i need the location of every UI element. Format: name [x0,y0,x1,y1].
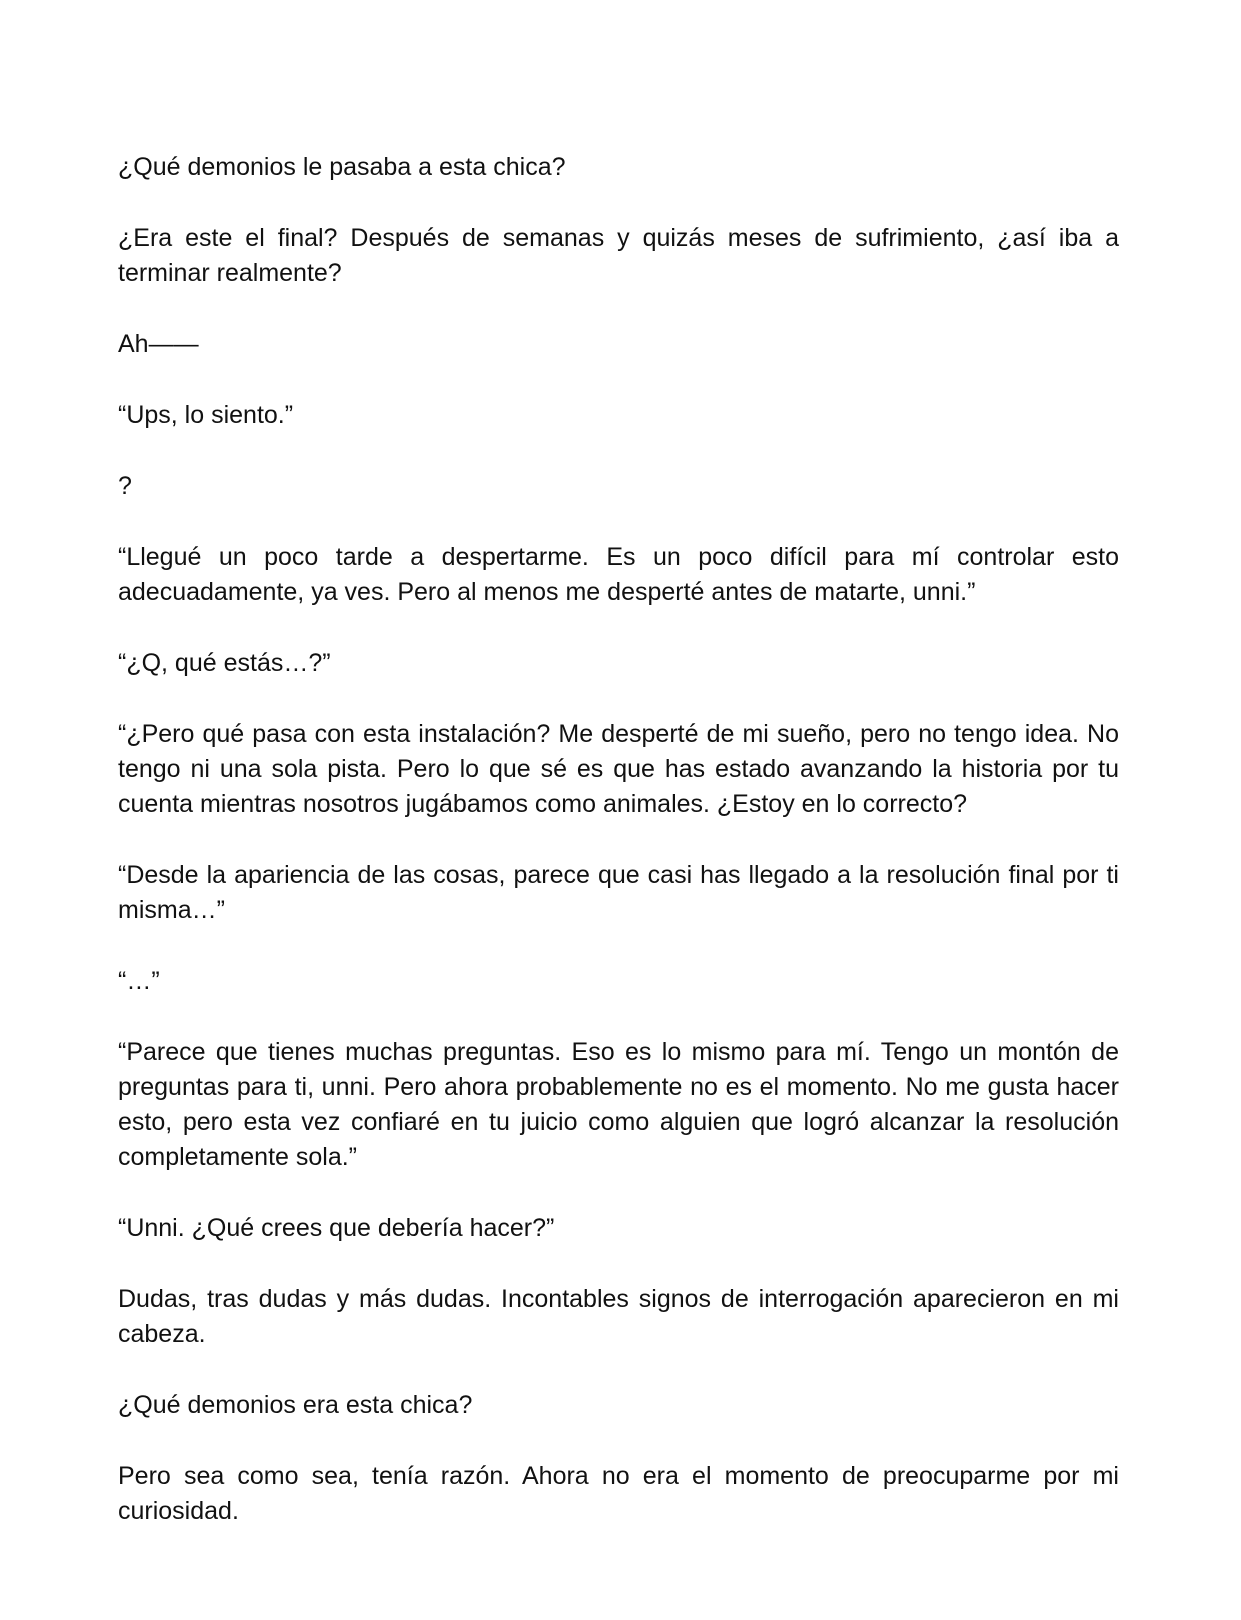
paragraph: Pero sea como sea, tenía razón. Ahora no era el momento de preocuparme por mi curiosidad. [118,1462,1119,1525]
paragraph: Dudas, tras dudas y más dudas. Incontables signos de interrogación aparecieron en mi cabeza. [118,1285,1119,1348]
paragraph: “Desde la apariencia de las cosas, parece que casi has llegado a la resolución final por ti misma…” [118,861,1119,924]
paragraph: “Parece que tienes muchas preguntas. Eso es lo mismo para mí. Tengo un montón de preguntas para ti, unni. Pero ahora probablemente no es el momento. No me gusta hacer esto, pero esta vez confiaré en tu juicio como alguien que logró alcanzar la resolución completamente sola.” [118,1038,1119,1171]
document-page [118,150,1119,1529]
paragraph: “¿Q, qué estás…?” [118,649,331,677]
paragraph: Ah—— [118,330,199,358]
paragraph: “Unni. ¿Qué crees que debería hacer?” [118,1214,555,1242]
paragraph: ¿Qué demonios le pasaba a esta chica? [118,153,566,181]
paragraph: “Llegué un poco tarde a despertarme. Es un poco difícil para mí controlar esto adecuadamente, ya ves. Pero al menos me desperté antes de matarte, unni.” [118,543,1119,606]
paragraph: “…” [118,967,160,995]
paragraph: ¿Era este el final? Después de semanas y quizás meses de sufrimiento, ¿así iba a terminar realmente? [118,224,1119,287]
paragraph: ? [118,472,132,500]
paragraph: “¿Pero qué pasa con esta instalación? Me desperté de mi sueño, pero no tengo idea. No tengo ni una sola pista. Pero lo que sé es que has estado avanzando la historia por tu cuenta mientras nosotros jugábamos como animales. ¿Estoy en lo correcto? [118,720,1119,818]
paragraph: ¿Qué demonios era esta chica? [118,1391,473,1419]
paragraph: “Ups, lo siento.” [118,401,294,429]
